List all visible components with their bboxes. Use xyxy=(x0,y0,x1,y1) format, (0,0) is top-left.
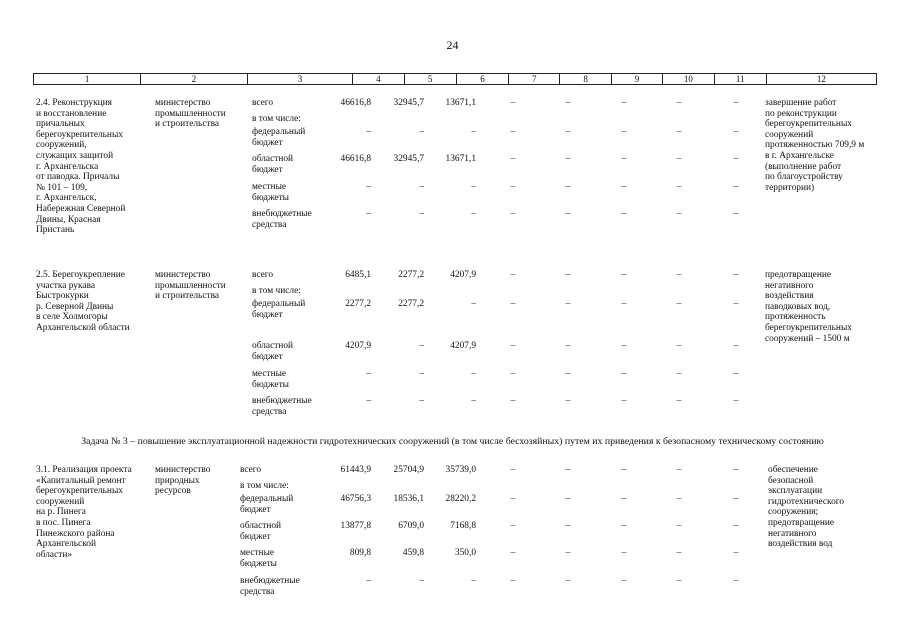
s3-value-c4: – xyxy=(366,576,371,586)
s1-name-line: служащих защитой xyxy=(36,151,114,161)
s2-dash-col8: – xyxy=(565,341,571,351)
s2-value-c5: 2277,2 xyxy=(398,299,424,309)
s1-value-c4: – xyxy=(366,127,371,137)
s3-result-line: сооружения; xyxy=(768,507,819,518)
s2-result-line: паводковых вод, xyxy=(765,301,831,312)
s3-name-line: Архангельской xyxy=(36,539,96,550)
s3-name-line: Пинежского района xyxy=(36,528,115,539)
s2-dash-col9: – xyxy=(621,396,627,406)
s3-value-c6: 7168,8 xyxy=(450,521,476,531)
s2-value-c4: 6485,1 xyxy=(345,270,371,280)
s3-value-c5: 18536,1 xyxy=(393,494,424,504)
s3-name-line: области» xyxy=(36,549,73,560)
s2-dash-col10: – xyxy=(676,270,682,280)
s3-row-label: федеральный xyxy=(240,494,294,504)
s2-row-label: внебюджетные xyxy=(252,396,312,406)
s2-dash-col11: – xyxy=(733,299,739,309)
s2-value-c6: 4207,9 xyxy=(450,270,476,280)
s3-dash-col10: – xyxy=(676,494,682,504)
s1-dash-col9: – xyxy=(621,209,627,219)
s2-result-line: берегоукрепительных xyxy=(765,323,852,333)
s1-dash-col11: – xyxy=(733,98,739,108)
page-number: 24 xyxy=(446,38,459,52)
s2-org-line: министерство xyxy=(155,270,211,280)
s3-dash-col11: – xyxy=(733,494,739,504)
s3-value-c6: – xyxy=(471,576,476,586)
s3-value-c6: 35739,0 xyxy=(445,465,476,475)
s3-row-label: местные xyxy=(240,548,275,558)
s3-row-label: внебюджетные xyxy=(240,576,300,586)
s1-value-c6: – xyxy=(471,182,476,192)
s3-value-c5: 6709,0 xyxy=(398,521,424,531)
s1-dash-col7: – xyxy=(510,209,516,219)
s2-result-line: протяженность xyxy=(765,312,826,323)
s1-value-c6: – xyxy=(471,209,476,219)
s3-value-c4: 61443,9 xyxy=(340,465,371,475)
s2-row-label: бюджеты xyxy=(252,379,289,390)
s1-result-line: по благоустройству xyxy=(765,172,843,183)
s2-dash-col11: – xyxy=(733,369,739,379)
s2-value-c6: – xyxy=(471,369,476,379)
s2-row-label: средства xyxy=(252,406,287,417)
header-col-8: 8 xyxy=(560,74,611,84)
s2-dash-col11: – xyxy=(733,341,739,351)
s2-name-line: Быстрокурки xyxy=(36,291,89,302)
s3-value-c4: 809,8 xyxy=(349,548,371,558)
s2-dash-col11: – xyxy=(733,270,739,280)
header-col-6: 6 xyxy=(457,74,509,84)
s2-dash-col7: – xyxy=(510,396,516,406)
s1-value-c5: 32945,7 xyxy=(393,98,424,108)
s2-name-line: 2.5. Берегоукрепление xyxy=(36,270,125,280)
s1-value-c4: – xyxy=(366,182,371,192)
s3-result-line: эксплуатации xyxy=(768,486,823,497)
s2-dash-col10: – xyxy=(676,299,682,309)
s3-value-c4: 46756,3 xyxy=(340,494,371,504)
s2-row-label: бюджет xyxy=(252,351,283,362)
s2-row-label: федеральный xyxy=(252,299,306,309)
s2-dash-col9: – xyxy=(621,341,627,351)
s1-result-line: (выполнение работ xyxy=(765,161,842,172)
s1-result-line: по реконструкции xyxy=(765,108,837,119)
s1-name-line: г. Архангельск, xyxy=(36,193,97,204)
s3-value-c4: 13877,8 xyxy=(340,521,371,531)
s1-dash-col10: – xyxy=(676,209,682,219)
s3-dash-col7: – xyxy=(510,576,516,586)
s1-dash-col11: – xyxy=(733,154,739,164)
s1-value-c5: – xyxy=(419,127,424,137)
s2-value-c5: – xyxy=(419,396,424,406)
s3-dash-col10: – xyxy=(676,576,682,586)
s1-name-line: Двины, Красная xyxy=(36,214,101,225)
header-col-11: 11 xyxy=(715,74,767,84)
s3-result-line: безопасной xyxy=(768,475,814,486)
s3-dash-col8: – xyxy=(565,548,571,558)
header-col-7: 7 xyxy=(509,74,560,84)
s1-result-line: завершение работ xyxy=(765,98,837,108)
s3-row-label: бюджеты xyxy=(240,558,277,569)
s3-dash-col9: – xyxy=(621,576,627,586)
s3-value-c5: 25704,9 xyxy=(393,465,424,475)
s3-value-c6: 350,0 xyxy=(454,548,476,558)
s3-dash-col7: – xyxy=(510,465,516,475)
s1-name-line: причальных xyxy=(36,119,85,130)
s2-dash-col7: – xyxy=(510,270,516,280)
s1-dash-col8: – xyxy=(565,209,571,219)
s1-value-c5: – xyxy=(419,209,424,219)
table-header-row xyxy=(33,73,877,85)
s2-dash-col8: – xyxy=(565,270,571,280)
header-col-10: 10 xyxy=(663,74,714,84)
s1-result-line: территории) xyxy=(765,182,815,193)
s2-name-line: участка рукава xyxy=(36,280,96,291)
s1-dash-col7: – xyxy=(510,182,516,192)
s1-result-line: протяженностью 709,9 м xyxy=(765,140,865,151)
s3-name-line: берегоукрепительных xyxy=(36,486,123,497)
header-col-2: 2 xyxy=(141,74,247,84)
s2-name-line: Архангельской области xyxy=(36,323,130,333)
header-col-3: 3 xyxy=(248,74,353,84)
s2-value-c5: – xyxy=(419,341,424,351)
s1-dash-col9: – xyxy=(621,98,627,108)
s1-dash-col10: – xyxy=(676,98,682,108)
s1-dash-col8: – xyxy=(565,182,571,192)
s1-row-label: внебюджетные xyxy=(252,209,312,219)
s1-result-line: сооружений xyxy=(765,129,814,140)
s1-dash-col10: – xyxy=(676,182,682,192)
s2-value-c4: 4207,9 xyxy=(345,341,371,351)
s3-row-label: средства xyxy=(240,586,275,597)
s1-dash-col8: – xyxy=(565,154,571,164)
s2-row-label: всего xyxy=(252,270,274,280)
s1-dash-col7: – xyxy=(510,127,516,137)
s2-name-line: р. Северной Двины xyxy=(36,301,114,312)
s3-dash-col9: – xyxy=(621,548,627,558)
s1-result-line: берегоукрепительных xyxy=(765,119,852,130)
s3-result-line: гидротехнического xyxy=(768,496,845,507)
s1-dash-col8: – xyxy=(565,127,571,137)
s1-name-line: Пристань xyxy=(36,225,75,236)
s2-value-c6: – xyxy=(471,396,476,406)
header-col-12: 12 xyxy=(816,74,826,84)
s3-value-c5: – xyxy=(419,576,424,586)
s1-dash-col9: – xyxy=(621,127,627,137)
s3-org-line: ресурсов xyxy=(155,486,191,497)
s3-dash-col9: – xyxy=(621,465,627,475)
s2-result-line: сооружений – 1500 м xyxy=(765,333,850,344)
s2-value-c4: – xyxy=(366,369,371,379)
s1-value-c6: – xyxy=(471,127,476,137)
s1-row-label: всего xyxy=(252,98,274,108)
s2-result-line: воздействия xyxy=(765,291,814,302)
header-col-1: 1 xyxy=(34,74,141,84)
s3-dash-col10: – xyxy=(676,465,682,475)
s1-name-line: № 101 – 109, xyxy=(36,182,88,193)
s3-dash-col8: – xyxy=(565,521,571,531)
s1-name-line: сооружений, xyxy=(36,140,87,151)
s1-name-line: от паводка. Причалы xyxy=(36,172,120,183)
s2-dash-col8: – xyxy=(565,369,571,379)
s1-row-label: средства xyxy=(252,219,287,230)
s1-row-label: федеральный xyxy=(252,127,306,137)
s2-result-line: негативного xyxy=(765,280,814,291)
s1-name-line: берегоукрепительных xyxy=(36,129,123,140)
s3-result-line: негативного xyxy=(768,528,817,539)
s3-result-line: предотвращение xyxy=(768,518,835,528)
s2-row-label: в том числе: xyxy=(252,286,301,296)
s1-dash-col11: – xyxy=(733,127,739,137)
s3-row-label: в том числе: xyxy=(240,481,289,491)
s1-dash-col10: – xyxy=(676,154,682,164)
s1-name-line: г. Архангельска xyxy=(36,161,99,172)
header-col-5: 5 xyxy=(405,74,457,84)
s1-row-label: местные xyxy=(252,182,287,192)
s3-name-line: сооружений xyxy=(36,496,85,507)
s3-value-c6: 28220,2 xyxy=(445,494,476,504)
s2-result-line: предотвращение xyxy=(765,270,832,280)
s2-value-c5: 2277,2 xyxy=(398,270,424,280)
s1-dash-col11: – xyxy=(733,209,739,219)
s1-org-line: министерство xyxy=(155,98,211,108)
s1-dash-col8: – xyxy=(565,98,571,108)
s3-name-line: в пос. Пинега xyxy=(36,518,91,528)
s2-value-c4: 2277,2 xyxy=(345,299,371,309)
s1-row-label: бюджет xyxy=(252,137,283,148)
s3-dash-col8: – xyxy=(565,465,571,475)
s3-row-label: бюджет xyxy=(240,504,271,515)
s2-dash-col9: – xyxy=(621,369,627,379)
s2-value-c5: – xyxy=(419,369,424,379)
s3-dash-col8: – xyxy=(565,576,571,586)
s2-org-line: промышленности xyxy=(155,280,226,291)
header-col-4: 4 xyxy=(353,74,404,84)
s2-value-c6: 4207,9 xyxy=(450,341,476,351)
s3-row-label: бюджет xyxy=(240,531,271,542)
s1-row-label: бюджеты xyxy=(252,192,289,203)
s1-dash-col9: – xyxy=(621,182,627,192)
s1-value-c5: 32945,7 xyxy=(393,154,424,164)
s1-name-line: Набережная Северной xyxy=(36,204,126,214)
s3-dash-col9: – xyxy=(621,494,627,504)
s1-row-label: в том числе: xyxy=(252,114,301,124)
s2-dash-col9: – xyxy=(621,270,627,280)
s3-dash-col11: – xyxy=(733,465,739,475)
s1-value-c4: – xyxy=(366,209,371,219)
s1-row-label: бюджет xyxy=(252,164,283,175)
s1-value-c6: 13671,1 xyxy=(445,98,476,108)
s1-org-line: и строительства xyxy=(155,119,220,130)
s3-dash-col10: – xyxy=(676,521,682,531)
s3-dash-col9: – xyxy=(621,521,627,531)
s3-value-c5: 459,8 xyxy=(402,548,424,558)
s2-dash-col7: – xyxy=(510,299,516,309)
s1-org-line: промышленности xyxy=(155,108,226,119)
s1-dash-col11: – xyxy=(733,182,739,192)
s3-dash-col7: – xyxy=(510,494,516,504)
s3-row-label: всего xyxy=(240,465,262,475)
s1-dash-col7: – xyxy=(510,98,516,108)
s1-value-c6: 13671,1 xyxy=(445,154,476,164)
s1-dash-col10: – xyxy=(676,127,682,137)
s2-dash-col8: – xyxy=(565,299,571,309)
s2-row-label: бюджет xyxy=(252,309,283,320)
s1-row-label: областной xyxy=(252,154,294,164)
s2-row-label: местные xyxy=(252,369,287,379)
s1-value-c5: – xyxy=(419,182,424,192)
s2-dash-col10: – xyxy=(676,396,682,406)
s3-name-line: на р. Пинега xyxy=(36,507,86,518)
s2-row-label: областной xyxy=(252,341,294,351)
s3-dash-col10: – xyxy=(676,548,682,558)
s2-value-c6: – xyxy=(471,299,476,309)
s3-dash-col11: – xyxy=(733,521,739,531)
s3-result-line: обеспечение xyxy=(768,465,818,475)
s2-value-c4: – xyxy=(366,396,371,406)
s2-org-line: и строительства xyxy=(155,291,220,302)
s1-name-line: и восстановление xyxy=(36,108,107,119)
s3-name-line: 3.1. Реализация проекта xyxy=(36,465,132,475)
s2-dash-col11: – xyxy=(733,396,739,406)
s2-dash-col10: – xyxy=(676,369,682,379)
s3-row-label: областной xyxy=(240,521,282,531)
s2-dash-col9: – xyxy=(621,299,627,309)
s2-dash-col8: – xyxy=(565,396,571,406)
s3-dash-col11: – xyxy=(733,548,739,558)
s3-dash-col7: – xyxy=(510,548,516,558)
s3-org-line: природных xyxy=(155,475,200,486)
s3-name-line: «Капитальный ремонт xyxy=(36,475,126,486)
header-col-9: 9 xyxy=(612,74,663,84)
s2-dash-col7: – xyxy=(510,341,516,351)
s3-dash-col7: – xyxy=(510,521,516,531)
s1-value-c4: 46616,8 xyxy=(340,154,371,164)
s3-org-line: министерство xyxy=(155,465,211,475)
s1-value-c4: 46616,8 xyxy=(340,98,371,108)
task-3-heading: Задача № 3 – повышение эксплуатационной надежности гидротехнических сооружений (в том числе бесхозяйных) путем их приведения к безопасному техническому состоянию xyxy=(81,436,824,447)
s3-result-line: воздействия вод xyxy=(768,539,833,550)
s2-dash-col7: – xyxy=(510,369,516,379)
s1-name-line: 2.4. Реконструкция xyxy=(36,98,112,108)
s3-dash-col8: – xyxy=(565,494,571,504)
s1-dash-col9: – xyxy=(621,154,627,164)
s2-dash-col10: – xyxy=(676,341,682,351)
s2-name-line: в селе Холмогоры xyxy=(36,312,108,323)
s1-result-line: в г. Архангельске xyxy=(765,151,834,161)
s3-dash-col11: – xyxy=(733,576,739,586)
s1-dash-col7: – xyxy=(510,154,516,164)
